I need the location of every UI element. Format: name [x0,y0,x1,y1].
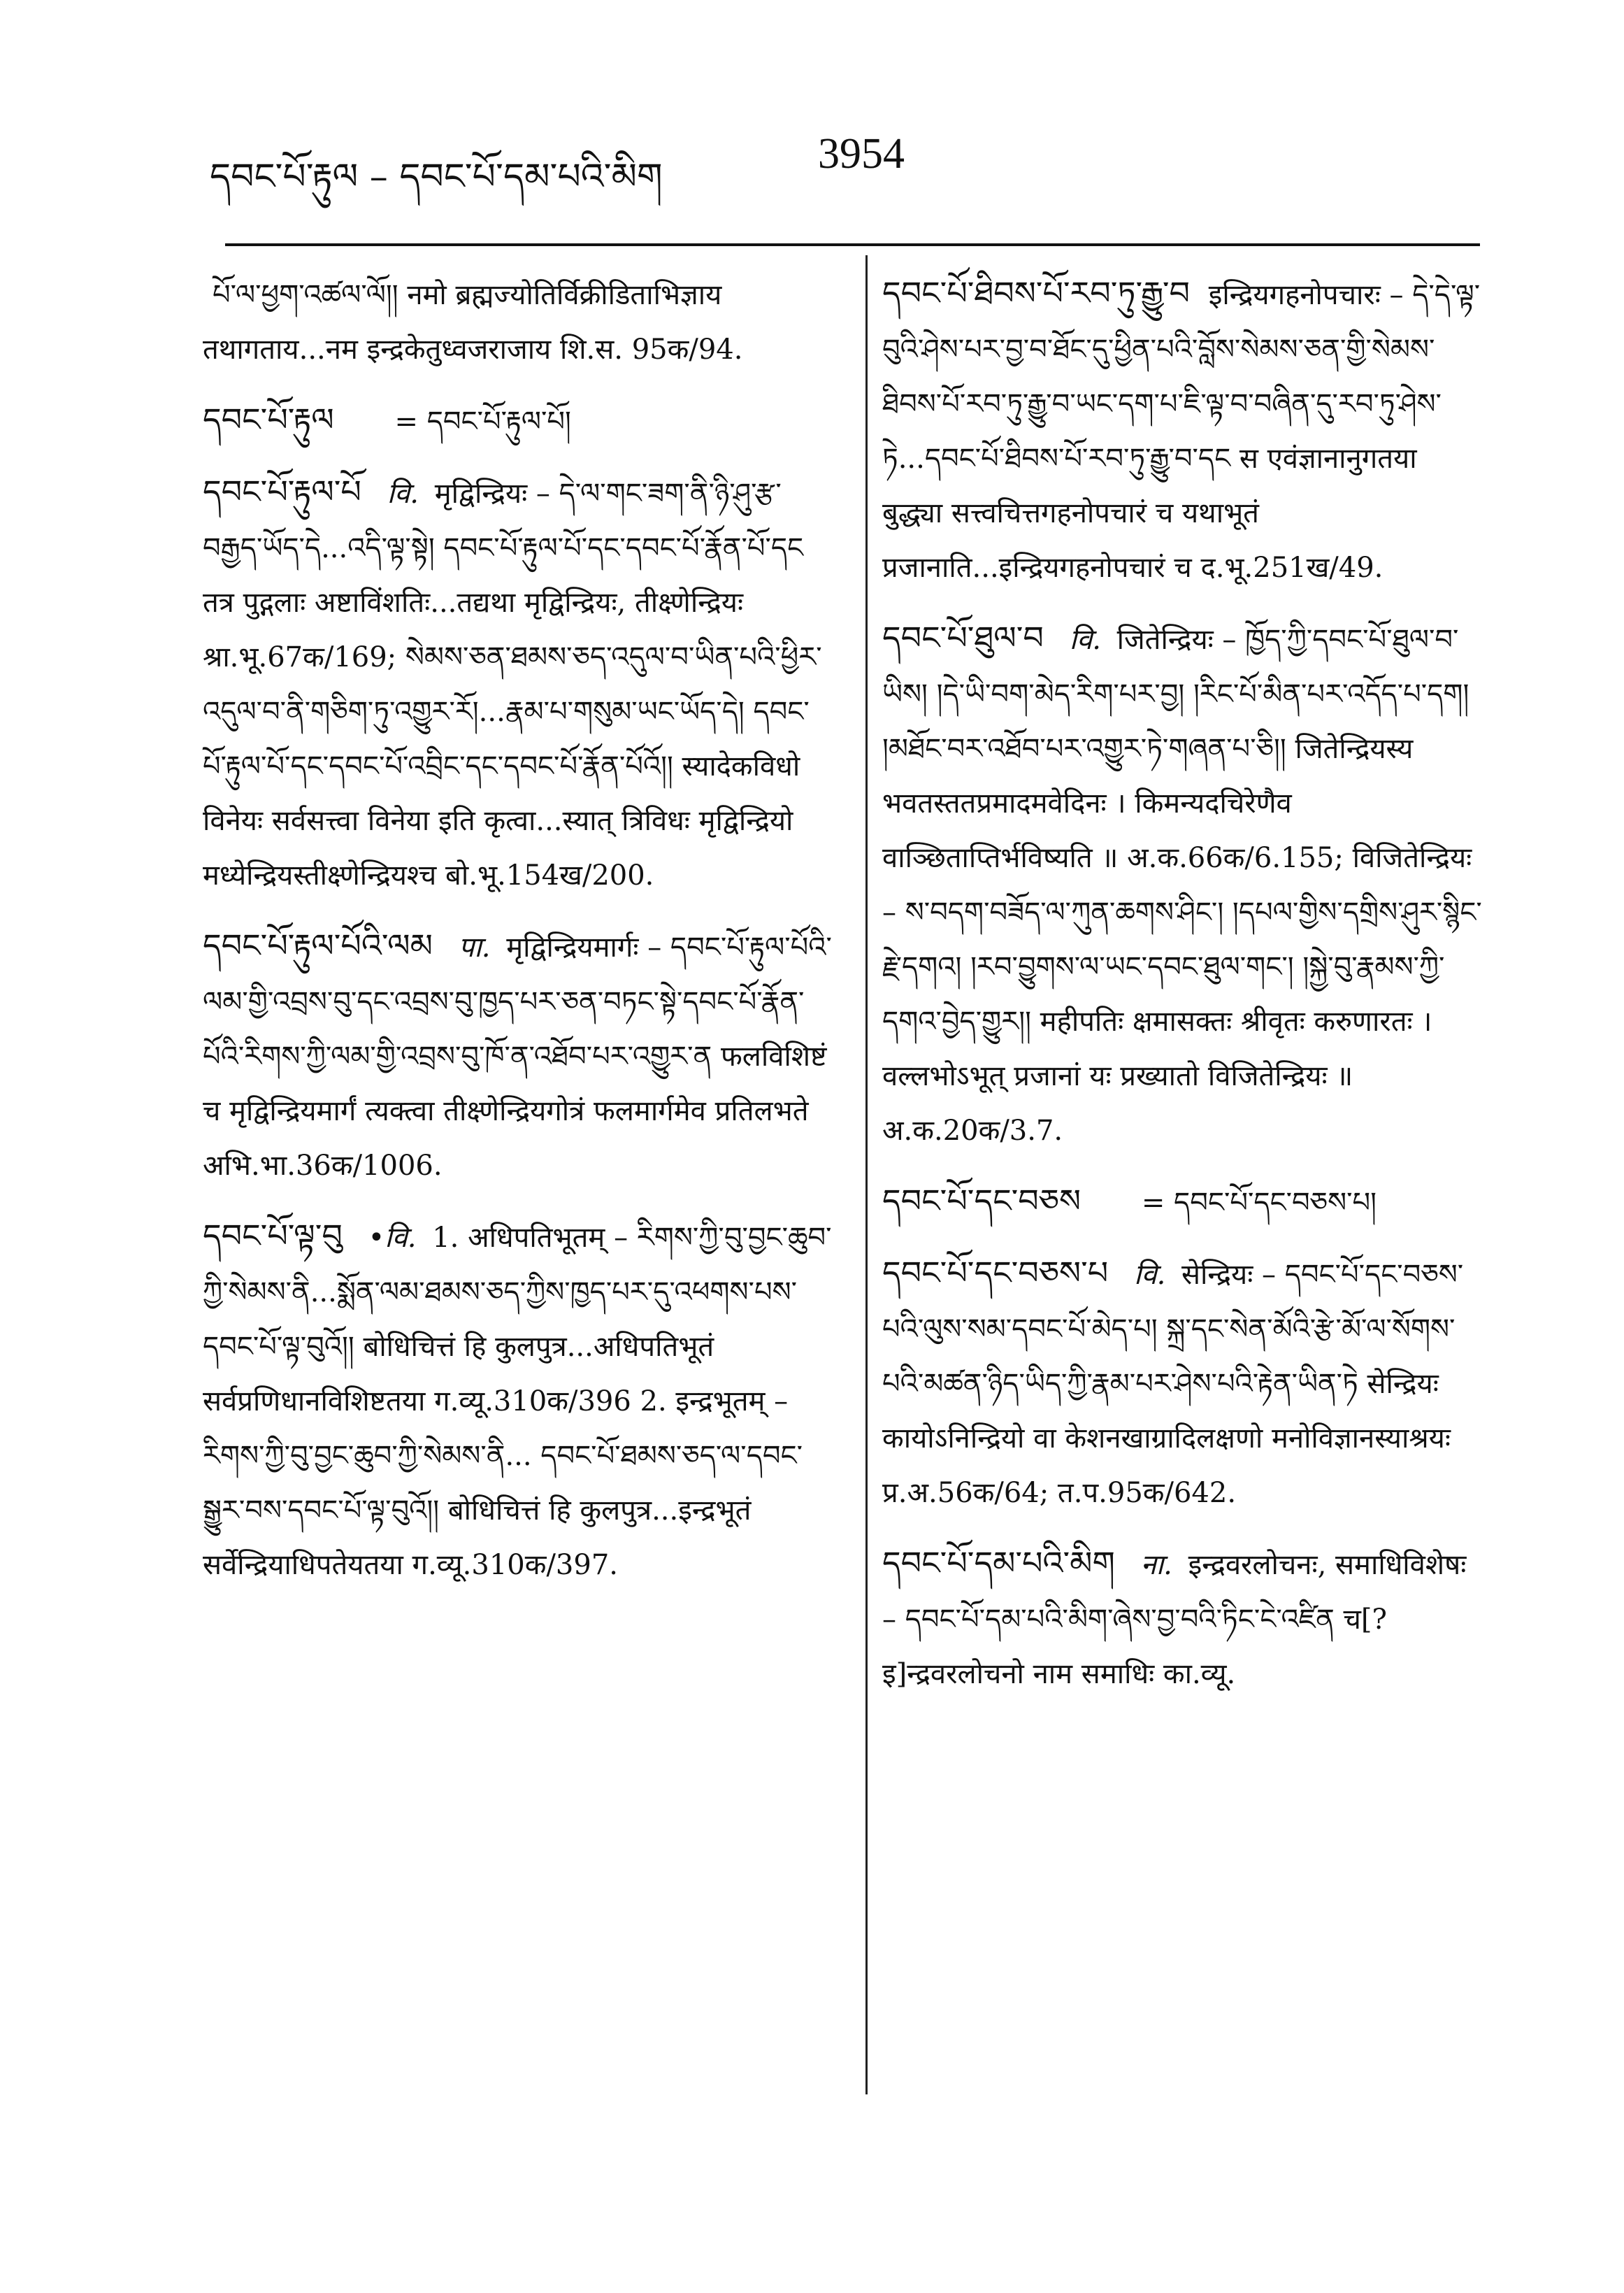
dictionary-entry [882,266,1483,595]
entry-grammar: वि. [1069,624,1101,656]
entry-text: इन्द्रवरलोचनः, समाधिविशेषः – དབང་པོ་དམ་པའི་མིག་ཞེས་བྱ་བའི་ཏིང་ངེ་འཛིན च[?इ]न्द्रवरलोचनो नाम समाधिः का.व्यू. [882,1549,1467,1690]
entry-text: = དབང་པོ་རྟུལ་པོ། [394,406,571,438]
dictionary-entry [203,266,832,377]
dictionary-entry [203,918,832,1193]
entry-text: मृद्विन्द्रियमार्गः – དབང་པོ་རྟུལ་པོའི་ལམ་གྱི་འབྲས་བུ་དང་འབྲས་བུ་ཁྱད་པར་ཅན་བཏང་སྟེ་དབང་པོ་རྣོན་པོའི་རིགས་ཀྱི་ལམ་གྱི་འབྲས་བུ་ཁོ་ན་འཐོབ་པར་འགྱུར་ན फलविशिष्टं च मृद्विन्द्रियमार्गं त्यक्त्वा तीक्ष्णेन्द्रियगोत्रं फलमार्गमेव प्रतिलभते अभि.भा.36क/1006. [203,931,832,1182]
entry-text: པོ་ལ་ཕྱག་འཚལ་ལོ།། नमो ब्रह्मज्योतिर्विक्रीडिताभिज्ञाय तथागताय...नम इन्द्रकेतुध्वजराजाय शि.स. 95क/94. [203,279,743,366]
left-column [203,266,832,1608]
entry-headword: དབང་པོ་རྟུལ་པོའི་ལམ [203,927,433,964]
entry-grammar: •वि. [368,1222,417,1254]
entry-headword: དབང་པོ་དང་བཅས [882,1182,1082,1220]
dictionary-entry [882,610,1483,1158]
entry-text: 1. अधिपतिभूतम् – རིགས་ཀྱི་བུ་བྱང་ཆུབ་ཀྱི་སེམས་ནི...སྨོན་ལམ་ཐམས་ཅད་ཀྱིས་ཁྱད་པར་དུ་འཕགས་པས་དབང་པོ་ལྟ་བུའོ།། बोधिचित्तं हि कुलपुत्र...अधिपतिभूतं सर्वप्रणिधानविशिष्टतया ग.व्यू.310क/396 2. इन्द्रभूतम् – རིགས་ཀྱི་བུ་བྱང་ཆུབ་ཀྱི་སེམས་ནི... དབང་པོ་ཐམས་ཅད་ལ་དབང་སྒྱུར་བས་དབང་པོ་ལྟ་བུའོ།། बोधिचित्तं हि कुलपुत्र...इन्द्रभूतं सर्वेन्द्रियाधिपतेयतया ग.व्यू.310क/397. [203,1222,832,1581]
entry-text: सेन्द्रियः – དབང་པོ་དང་བཅས་པའི་ལུས་སམ་དབང་པོ་མེད་པ། སྐྲ་དང་སེན་མོའི་རྩེ་མོ་ལ་སོགས་པའི་མཚན་ཉིད་ཡིད་ཀྱི་རྣམ་པར་ཤེས་པའི་རྟེན་ཡིན་ཏེ सेन्द्रियः कायोऽनिन्द्रियो वा केशनखाग्रादिलक्षणो मनोविज्ञानस्याश्रयः प्र.अ.56क/64; त.प.95क/642. [882,1259,1464,1509]
dictionary-entry [203,392,832,449]
page-number: 3954 [818,130,905,178]
right-column [882,266,1483,1717]
entry-grammar: वि. [387,478,419,510]
entry-grammar: ना. [1140,1549,1172,1581]
entry-grammar: वि. [1133,1259,1166,1291]
entry-headword: དབང་པོ་ལྟ་བུ [203,1217,343,1255]
running-head: དབང་པོ་རྟུལ – དབང་པོ་དམ་པའི་མིག [210,156,663,198]
entry-text: जितेन्द्रियः – ཁྱོད་ཀྱི་དབང་པོ་ཐུལ་བ་ཡིས། །དེ་ཡི་བག་མེད་རིག་པར་བྱ། །རིང་པོ་མིན་པར་འདོད་པ་དག། །མཐོང་བར་འཐོབ་པར་འགྱུར་ཏེ་གཞན་པ་ཅི།། जितेन्द्रियस्य भवतस्ततप्रमादमवेदिनः । किमन्यदचिरेणैव वाञ्छिताप्तिर्भविष्यति ॥ अ.क.66क/6.155; विजितेन्द्रियः – ས་བདག་བཟོད་ལ་ཀུན་ཆགས་ཤིང་། །དཔལ་གྱིས་དགྲིས་ཤུར་སྙིང་རྗེ་དགའ། །རབ་བྱུགས་ལ་ཡང་དབང་ཐུལ་གང་། །སྐྱེ་བུ་རྣམས་ཀྱི་དགའ་བྱེད་གྱུར།། महीपतिः क्षमासक्तः श्रीवृतः करुणारतः । वल्लभोऽभूत् प्रजानां यः प्रख्यातो विजितेन्द्रियः ॥ अ.क.20क/3.7. [882,624,1482,1147]
entry-headword: དབང་པོ་དང་བཅས་པ [882,1254,1109,1292]
entry-headword: དབང་པོ་རྟུལ་པོ [203,473,361,510]
dictionary-entry [882,1245,1483,1520]
header-rule [225,243,1480,246]
column-divider [865,255,868,2094]
entry-headword: དབང་པོ་རྟུལ [203,401,334,438]
page-header [210,129,1468,198]
dictionary-entry [882,1536,1483,1701]
dictionary-entry [203,464,832,903]
entry-grammar: पा. [458,931,491,964]
entry-text: इन्द्रियगहनोपचारः – དེ་དེ་ལྟ་བུའི་ཤེས་པར་བྱ་བ་ཐོང་དུ་ཕྱིན་པའི་བློས་སེམས་ཅན་གྱི་སེམས་ཐིབས་པོ་རབ་ཏུ་རྒྱུ་བ་ཡང་དག་པ་ཇི་ལྟ་བ་བཞིན་དུ་རབ་ཏུ་ཤེས་ཏེ...དབང་པོ་ཐིབས་པོ་རབ་ཏུ་རྒྱུ་བ་དང स एवंज्ञानानुगतया बुद्ध्या सत्त्वचित्तगहनोपचारं च यथाभूतं प्रजानाति...इन्द्रियगहनोपचारं च द.भू.251ख/49. [882,279,1481,584]
entry-headword: དབང་པོ་ཐིབས་པོ་རབ་ཏུ་རྒྱུ་བ [882,274,1191,312]
entry-headword: དབང་པོ་ཐུལ་བ [882,619,1044,657]
dictionary-entry [882,1173,1483,1230]
entry-text: मृद्विन्द्रियः – དེ་ལ་གང་ཟག་ནི་ཉི་ཤུ་རྩ་བརྒྱད་ཡོད་དེ...འདི་ལྟ་སྟེ། དབང་པོ་རྟུལ་པོ་དང་དབང་པོ་རྣོན་པོ་དང तत्र पुद्गलाः अष्टाविंशतिः...तद्यथा मृद्विन्द्रियः, तीक्ष्णेन्द्रियः श्रा.भू.67क/169; སེམས་ཅན་ཐམས་ཅད་འདུལ་བ་ཡིན་པའི་ཕྱིར་འདུལ་བ་ནི་གཅིག་ཏུ་འགྱུར་རོ།...རྣམ་པ་གསུམ་ཡང་ཡོད་དེ། དབང་པོ་རྟུལ་པོ་དང་དབང་པོ་འབྲིང་དང་དབང་པོ་རྣོན་པོའོ།། स्यादेकविधो विनेयः सर्वसत्त्वा विनेया इति कृत्वा...स्यात् त्रिविधः मृद्विन्द्रियो मध्येन्द्रियस्तीक्ष्णेन्द्रियश्च बो.भू.154ख/200. [203,478,822,892]
entry-text: = དབང་པོ་དང་བཅས་པ། [1141,1187,1377,1219]
entry-headword: དབང་པོ་དམ་པའི་མིག [882,1544,1115,1582]
dictionary-entry [203,1208,832,1592]
